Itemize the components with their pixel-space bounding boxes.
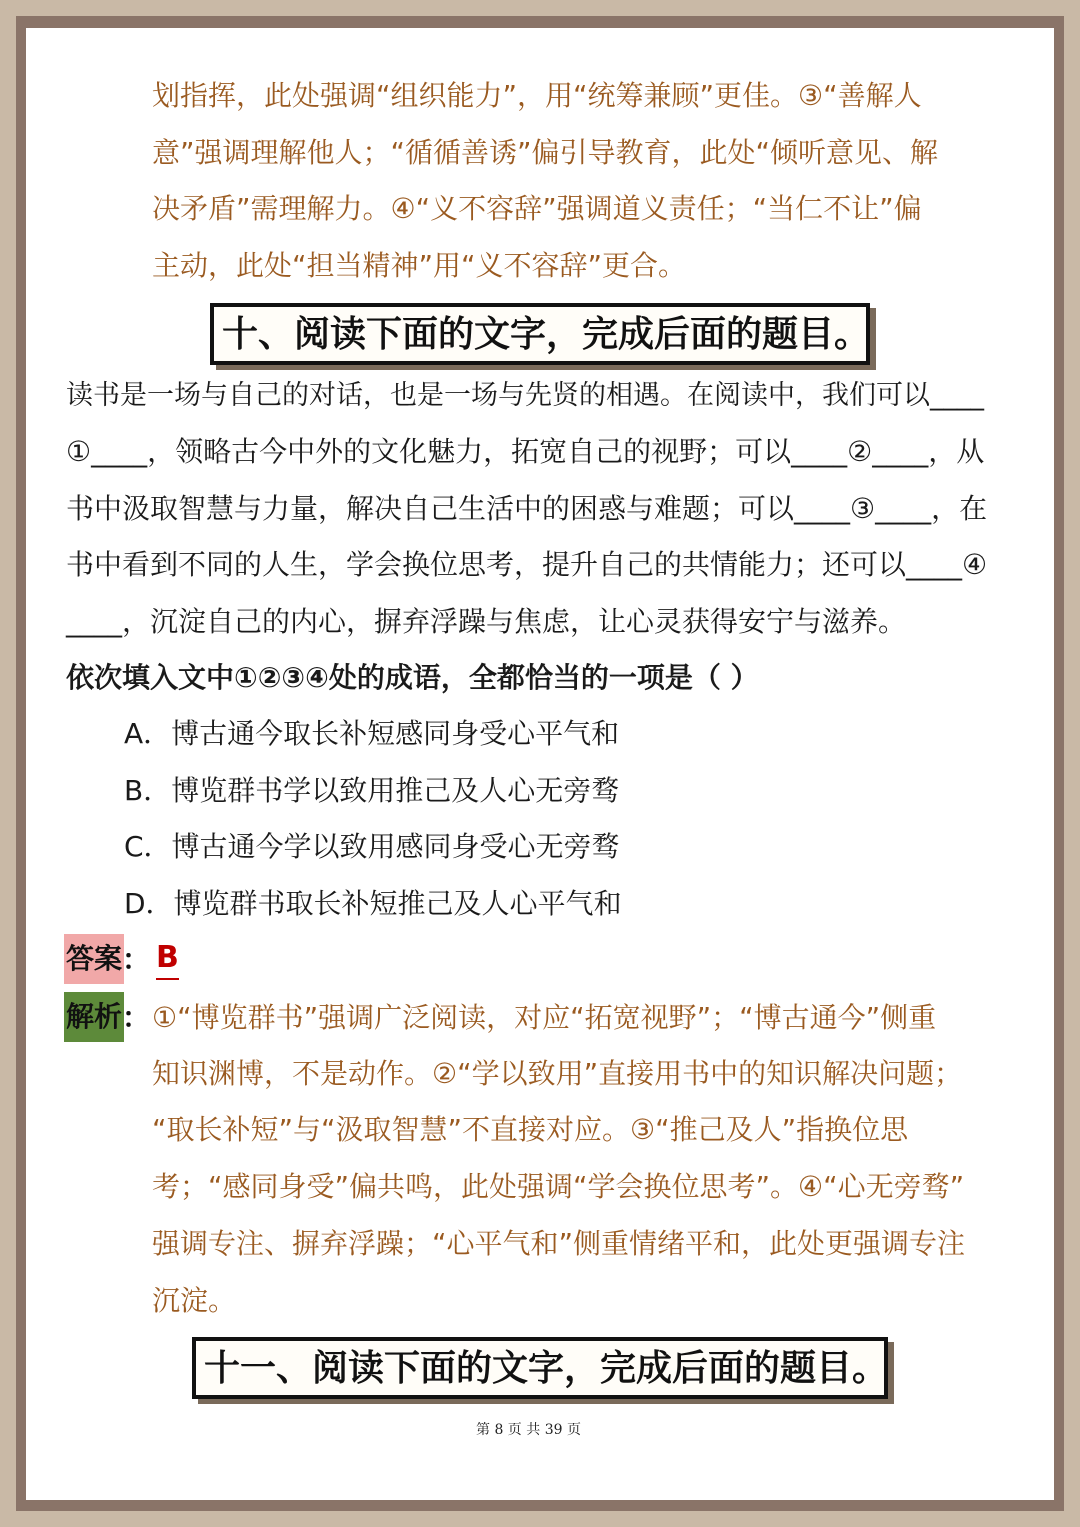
analysis-label: 解析 [64, 992, 124, 1042]
passage-line: ①____，领略古今中外的文化魅力，拓宽自己的视野；可以____②____，从 [66, 435, 985, 468]
analysis-line: 强调专注、摒弃浮躁；“心平气和”侧重情绪平和，此处更强调专注 [152, 1227, 966, 1260]
passage-line: 读书是一场与自己的对话，也是一场与先贤的相遇。在阅读中，我们可以____ [66, 380, 984, 411]
passage-line: 书中看到不同的人生，学会换位思考，提升自己的共情能力；还可以____④ [66, 548, 988, 581]
section-11-heading: 十一、阅读下面的文字，完成后面的题目。 [192, 1337, 888, 1399]
analysis-colon: ： [122, 1001, 151, 1034]
option-a: A．博古通今取长补短感同身受心平气和 [124, 717, 620, 750]
page-number: 第 8 页 共 39 页 [476, 1422, 581, 1438]
analysis-line: 沉淀。 [152, 1284, 237, 1317]
passage-line: 书中汲取智慧与力量，解决自己生活中的困惑与难题；可以____③____，在 [66, 492, 988, 525]
prev-analysis-line: 划指挥，此处强调“组织能力”，用“统筹兼顾”更佳。③“善解人 [152, 79, 922, 112]
answer-label: 答案 [64, 934, 124, 984]
option-b: B．博览群书学以致用推己及人心无旁骛 [124, 774, 620, 807]
answer-colon: ： [122, 943, 151, 976]
analysis-line: 考；“感同身受”偏共鸣，此处强调“学会换位思考”。④“心无旁骛” [152, 1170, 965, 1203]
analysis-line: ①“博览群书”强调广泛阅读，对应“拓宽视野”；“博古通今”侧重 [152, 1001, 937, 1034]
prev-analysis-line: 主动，此处“担当精神”用“义不容辞”更合。 [152, 249, 687, 282]
analysis-line: “取长补短”与“汲取智慧”不直接对应。③“推己及人”指换位思 [152, 1113, 909, 1146]
passage-line: ____，沉淀自己的内心，摒弃浮躁与焦虑，让心灵获得安宁与滋养。 [66, 605, 907, 638]
option-d: D．博览群书取长补短推己及人心平气和 [124, 887, 622, 920]
prev-analysis-line: 决矛盾”需理解力。④“义不容辞”强调道义责任；“当仁不让”偏 [152, 192, 922, 225]
answer-value: B [156, 938, 179, 980]
section-10-heading: 十、阅读下面的文字，完成后面的题目。 [210, 303, 870, 365]
option-c: C．博古通今学以致用感同身受心无旁骛 [124, 830, 620, 863]
analysis-line: 知识渊博，不是动作。②“学以致用”直接用书中的知识解决问题； [152, 1057, 963, 1090]
prev-analysis-line: 意”强调理解他人；“循循善诱”偏引导教育，此处“倾听意见、解 [152, 136, 939, 169]
question-prompt: 依次填入文中①②③④处的成语，全都恰当的一项是（ ） [66, 661, 759, 694]
